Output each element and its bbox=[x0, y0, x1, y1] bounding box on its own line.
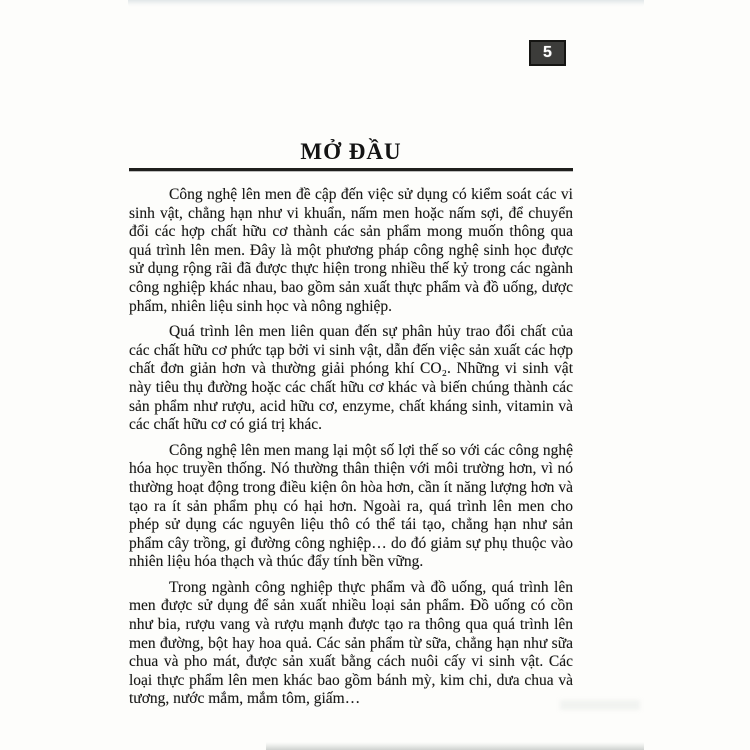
scan-artifact-bottom-edge bbox=[266, 742, 644, 750]
page-number-badge bbox=[529, 40, 566, 66]
page-content bbox=[129, 139, 573, 709]
body-paragraph: Trong ngành công nghiệp thực phẩm và đồ uống, quá trình lên men được sử dụng để sản xuất nhiều loại sản phẩm. Đồ uống có cồn như bia, rượu vang và rượu mạnh được tạo ra thông qua quá trình lên men đường, bột hay hoa quả. Các sản phẩm từ sữa, chẳng hạn như sữa chua và pho mát, được sản xuất bằng cách nuôi cấy vi sinh vật. Các loại thực phẩm lên men khác bao gồm bánh mỳ, kim chi, dưa chua và tương, nước mắm, mắm tôm, giấm… bbox=[129, 578, 573, 708]
chapter-title: MỞ ĐẦU bbox=[300, 139, 402, 164]
body-text bbox=[129, 171, 573, 709]
body-paragraph: Công nghệ lên men mang lại một số lợi thế so với các công nghệ hóa học truyền thống. Nó thường thân thiện với môi trường hơn, vì nó thường hoạt động trong điều kiện ôn hòa hơn, cần ít năng lượng hơn và tạo ra ít sản phẩm phụ có hại hơn. Ngoài ra, quá trình lên men cho phép sử dụng các nguyên liệu thô có thể tái tạo, chẳng hạn như sản phẩm cây trồng, gỉ đường công nghiệp… do đó giảm sự phụ thuộc vào nhiên liệu hóa thạch và thúc đẩy tính bền vững. bbox=[129, 441, 573, 571]
page-number: 5 bbox=[543, 44, 552, 61]
body-paragraph: Công nghệ lên men đề cập đến việc sử dụng có kiểm soát các vi sinh vật, chẳng hạn như vi khuẩn, nấm men hoặc nấm sợi, để chuyển đổi các hợp chất hữu cơ thành các sản phẩm mong muốn thông qua quá trình lên men. Đây là một phương pháp công nghệ sinh học được sử dụng rộng rãi đã được thực hiện trong nhiều thế kỷ trong các ngành công nghiệp khác nhau, bao gồm sản xuất thực phẩm và đồ uống, dược phẩm, nhiên liệu sinh học và nông nghiệp. bbox=[129, 186, 573, 315]
scan-artifact-top-edge bbox=[128, 0, 644, 7]
body-paragraph: Quá trình lên men liên quan đến sự phân hủy trao đổi chất của các chất hữu cơ phức tạp bởi vi sinh vật, dẫn đến việc sản xuất các hợp chất đơn giản hơn và thường giải phóng khí CO₂. Những vi sinh vật này tiêu thụ đường hoặc các chất hữu cơ khác và biến chúng thành các sản phẩm như rượu, acid hữu cơ, enzyme, chất kháng sinh, vitamin và các chất hữu cơ có giá trị khác. bbox=[129, 323, 573, 434]
